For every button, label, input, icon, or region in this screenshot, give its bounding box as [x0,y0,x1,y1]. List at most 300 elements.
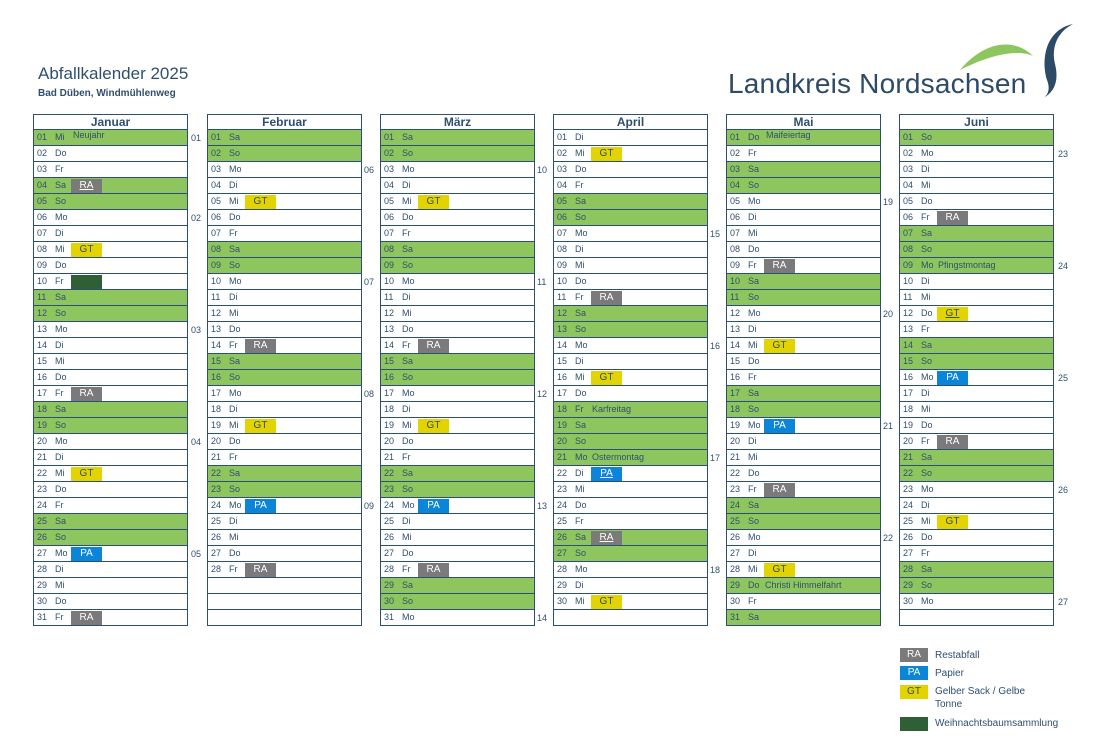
day-row [33,162,188,178]
day-number: 07 [903,228,914,238]
weekday: Mi [748,564,758,574]
day-number: 24 [903,500,914,510]
day-number: 26 [557,532,568,542]
day-row [899,290,1054,306]
day-number: 29 [37,580,48,590]
weekday: Di [229,180,238,190]
day-row [553,530,708,546]
weekday: Mi [402,308,412,318]
day-number: 14 [211,340,222,350]
day-row [380,290,535,306]
day-row [207,418,362,434]
day-number: 16 [37,372,48,382]
day-number: 14 [730,340,741,350]
day-row [380,514,535,530]
day-number: 13 [903,324,914,334]
weekday: Mi [55,244,65,254]
location-subtitle: Bad Düben, Windmühlenweg [38,88,176,99]
weekday: Do [748,356,760,366]
day-row [33,194,188,210]
weekday: Do [55,148,67,158]
weekday: So [55,308,67,318]
weekday: So [575,436,587,446]
day-row [726,354,881,370]
day-row [553,194,708,210]
day-row [33,466,188,482]
weekday: Do [55,596,67,606]
weekday: Fr [55,276,64,286]
day-row [726,514,881,530]
day-row [726,370,881,386]
weekday: Fr [921,212,930,222]
day-row [33,434,188,450]
day-number: 07 [730,228,741,238]
day-row [726,594,881,610]
day-row [553,210,708,226]
month-märz [380,114,535,626]
day-number: 18 [557,404,568,414]
pickup-badge-gt: GT [591,147,622,161]
day-number: 29 [384,580,395,590]
day-row [33,226,188,242]
weekday: So [575,212,587,222]
day-number: 10 [211,276,222,286]
weekday: Mo [575,228,588,238]
pickup-badge-gt: GT [245,195,276,209]
weekday: Di [402,516,411,526]
day-row [553,482,708,498]
day-row [553,258,708,274]
day-number: 01 [37,132,48,142]
weekday: Do [748,468,760,478]
day-row [33,578,188,594]
day-number: 02 [37,148,48,158]
day-number: 17 [557,388,568,398]
weekday: Mi [402,532,412,542]
weekday: Mo [55,548,68,558]
legend-label: Weihnachtsbaumsammlung [935,718,1059,729]
day-row [33,594,188,610]
day-row [33,178,188,194]
week-number: 10 [537,165,548,175]
day-row [380,162,535,178]
day-row [553,466,708,482]
day-row [553,578,708,594]
month-header: März [380,114,535,130]
day-number: 07 [557,228,568,238]
day-row [553,322,708,338]
day-row [207,450,362,466]
week-number: 17 [710,453,721,463]
day-row [207,562,362,578]
day-number: 05 [557,196,568,206]
weekday: Di [55,340,64,350]
pickup-badge-ra: RA [764,483,795,497]
day-row [33,338,188,354]
day-number: 27 [903,548,914,558]
day-number: 06 [903,212,914,222]
day-number: 08 [557,244,568,254]
day-row [207,402,362,418]
day-number: 03 [37,164,48,174]
weekday: Mi [575,484,585,494]
day-row [207,130,362,146]
day-row [726,418,881,434]
day-number: 13 [557,324,568,334]
day-row [33,546,188,562]
weekday: Sa [748,276,760,286]
weekday: Fr [748,372,757,382]
day-number: 24 [730,500,741,510]
weekday: Di [55,564,64,574]
day-number: 05 [903,196,914,206]
day-number: 25 [37,516,48,526]
day-number: 14 [557,340,568,350]
day-row [207,482,362,498]
day-number: 26 [37,532,48,542]
day-row [380,610,535,626]
day-row [380,354,535,370]
day-number: 09 [211,260,222,270]
day-row [380,306,535,322]
day-row [726,530,881,546]
pickup-badge-ra: RA [764,259,795,273]
day-number: 30 [37,596,48,606]
weekday: Mo [921,484,934,494]
weekday: Mi [229,420,239,430]
pickup-badge-ra: RA [71,387,102,401]
weekday: Mi [748,452,758,462]
day-number: 27 [384,548,395,558]
day-row [207,210,362,226]
day-row [33,562,188,578]
day-number: 17 [903,388,914,398]
weekday: Fr [921,324,930,334]
day-number: 01 [730,132,741,142]
day-number: 12 [557,308,568,318]
weekday: Do [748,244,760,254]
day-row [726,482,881,498]
day-number: 09 [903,260,914,270]
day-row [380,178,535,194]
day-number: 01 [211,132,222,142]
pickup-badge-gt: GT [591,371,622,385]
day-row [207,322,362,338]
day-number: 17 [730,388,741,398]
weekday: So [402,372,414,382]
weekday: Mi [55,580,65,590]
weekday: Fr [55,500,64,510]
day-row [380,482,535,498]
day-number: 30 [903,596,914,606]
weekday: So [229,148,241,158]
day-row [33,498,188,514]
page-title: Abfallkalender 2025 [38,64,189,83]
day-number: 01 [384,132,395,142]
weekday: Mi [575,596,585,606]
day-number: 10 [557,276,568,286]
day-row [899,498,1054,514]
weekday: Fr [55,164,64,174]
weekday: Fr [229,452,238,462]
legend-swatch: RA [900,648,928,662]
day-row [207,178,362,194]
day-number: 27 [557,548,568,558]
day-row [380,130,535,146]
day-row [380,418,535,434]
day-row [380,386,535,402]
pickup-badge-gt: GT [71,467,102,481]
weekday: Mo [55,212,68,222]
day-number: 19 [730,420,741,430]
day-row [380,578,535,594]
weekday: Sa [55,516,67,526]
day-number: 22 [730,468,741,478]
weekday: Mo [402,164,415,174]
day-row [553,402,708,418]
day-row [380,434,535,450]
pickup-badge-gt: GT [937,515,968,529]
weekday: So [402,484,414,494]
pickup-badge-ra: RA [71,179,102,193]
day-number: 11 [37,292,47,302]
day-row [899,514,1054,530]
day-row [899,370,1054,386]
day-number: 04 [211,180,222,190]
day-number: 20 [211,436,222,446]
holiday-label: Pfingstmontag [938,260,996,270]
weekday: Di [575,468,584,478]
day-number: 20 [903,436,914,446]
weekday: Sa [402,132,414,142]
month-mai [726,114,881,626]
weekday: Mo [921,260,934,270]
pickup-badge-gt: GT [764,563,795,577]
weekday: Fr [575,180,584,190]
weekday: Do [55,484,67,494]
weekday: Mo [402,276,415,286]
day-row [726,578,881,594]
pickup-badge-pa: PA [71,547,102,561]
day-number: 20 [384,436,395,446]
day-row [899,162,1054,178]
weekday: So [55,532,67,542]
day-row [207,530,362,546]
weekday: Do [402,212,414,222]
day-row [553,162,708,178]
day-number: 21 [557,452,568,462]
day-number: 01 [903,132,914,142]
legend-swatch: GT [900,685,928,699]
day-row [380,450,535,466]
day-row [207,306,362,322]
weekday: So [575,548,587,558]
week-number: 19 [883,197,894,207]
day-row [380,226,535,242]
weekday: Fr [402,564,411,574]
day-row [553,146,708,162]
day-number: 10 [37,276,48,286]
weekday: Di [748,324,757,334]
day-number: 21 [384,452,395,462]
day-number: 02 [730,148,741,158]
day-number: 23 [384,484,395,494]
weekday: So [402,148,414,158]
day-row [899,210,1054,226]
day-number: 27 [730,548,741,558]
pickup-badge-gt: GT [418,195,449,209]
weekday: Do [229,436,241,446]
weekday: So [575,324,587,334]
day-row [207,146,362,162]
weekday: Do [921,196,933,206]
pickup-badge-ra: RA [591,291,622,305]
day-number: 04 [903,180,914,190]
week-number: 20 [883,309,894,319]
pickup-badge-gt: GT [937,307,968,321]
day-number: 08 [211,244,222,254]
day-number: 29 [557,580,568,590]
day-row [726,386,881,402]
month-januar [33,114,188,626]
day-row [553,354,708,370]
day-number: 22 [211,468,222,478]
pickup-badge-gt: GT [591,595,622,609]
day-row [33,530,188,546]
weekday: Sa [55,180,67,190]
day-row [899,322,1054,338]
day-row [899,562,1054,578]
day-number: 08 [730,244,741,254]
day-row [899,466,1054,482]
month-header: Februar [207,114,362,130]
day-number: 29 [730,580,741,590]
day-number: 30 [730,596,741,606]
day-row [899,610,1054,626]
day-number: 23 [211,484,222,494]
day-row [726,546,881,562]
weekday: Sa [921,564,933,574]
day-number: 07 [211,228,222,238]
day-number: 05 [730,196,741,206]
day-row [207,354,362,370]
day-number: 18 [730,404,741,414]
day-number: 26 [384,532,395,542]
day-number: 24 [557,500,568,510]
weekday: Mi [55,356,65,366]
weekday: Mo [402,612,415,622]
weekday: Mo [402,500,415,510]
weekday: So [55,196,67,206]
weekday: Mi [575,260,585,270]
weekday: Do [402,324,414,334]
day-row [726,130,881,146]
weekday: Mo [748,196,761,206]
pickup-badge-ra: RA [418,563,449,577]
weekday: Mo [229,500,242,510]
weekday: Mi [575,148,585,158]
week-number: 24 [1058,261,1069,271]
day-number: 03 [557,164,568,174]
pickup-badge-pa: PA [418,499,449,513]
day-number: 28 [211,564,222,574]
day-row [207,466,362,482]
day-number: 12 [730,308,741,318]
week-number: 02 [191,213,202,223]
day-row [553,546,708,562]
day-number: 02 [557,148,568,158]
weekday: Sa [229,468,241,478]
weekday: Mo [575,452,588,462]
day-row [726,178,881,194]
day-row [553,610,708,626]
day-number: 07 [384,228,395,238]
day-number: 19 [384,420,395,430]
day-number: 28 [384,564,395,574]
day-row [726,242,881,258]
day-number: 15 [211,356,222,366]
day-row [899,178,1054,194]
day-number: 25 [557,516,568,526]
day-number: 31 [730,612,741,622]
weekday: Mi [575,372,585,382]
holiday-label: Neujahr [73,130,105,140]
week-number: 15 [710,229,721,239]
day-number: 05 [384,196,395,206]
day-number: 28 [903,564,914,574]
day-row [33,290,188,306]
weekday: Mo [229,388,242,398]
weekday: Do [229,324,241,334]
weekday: So [748,180,760,190]
week-number: 14 [537,613,548,623]
weekday: Mi [402,420,412,430]
day-row [33,354,188,370]
weekday: So [921,356,933,366]
day-number: 05 [211,196,222,206]
day-row [553,514,708,530]
weekday: Sa [229,356,241,366]
day-number: 20 [557,436,568,446]
day-row [380,338,535,354]
weekday: Sa [921,228,933,238]
weekday: Do [402,436,414,446]
day-number: 18 [37,404,48,414]
weekday: Do [55,260,67,270]
week-number: 18 [710,565,721,575]
weekday: Sa [921,340,933,350]
day-row [726,258,881,274]
week-number: 16 [710,341,721,351]
weekday: Sa [748,164,760,174]
weekday: Mi [229,308,239,318]
weekday: Mo [921,148,934,158]
week-number: 21 [883,421,894,431]
day-row [899,226,1054,242]
weekday: Mi [921,180,931,190]
weekday: Di [229,404,238,414]
weekday: Do [575,276,587,286]
day-row [207,274,362,290]
day-number: 19 [903,420,914,430]
weekday: Di [921,276,930,286]
day-number: 17 [211,388,222,398]
day-row [380,562,535,578]
day-number: 15 [730,356,741,366]
week-number: 07 [364,277,375,287]
day-number: 19 [557,420,568,430]
weekday: Mi [55,468,65,478]
